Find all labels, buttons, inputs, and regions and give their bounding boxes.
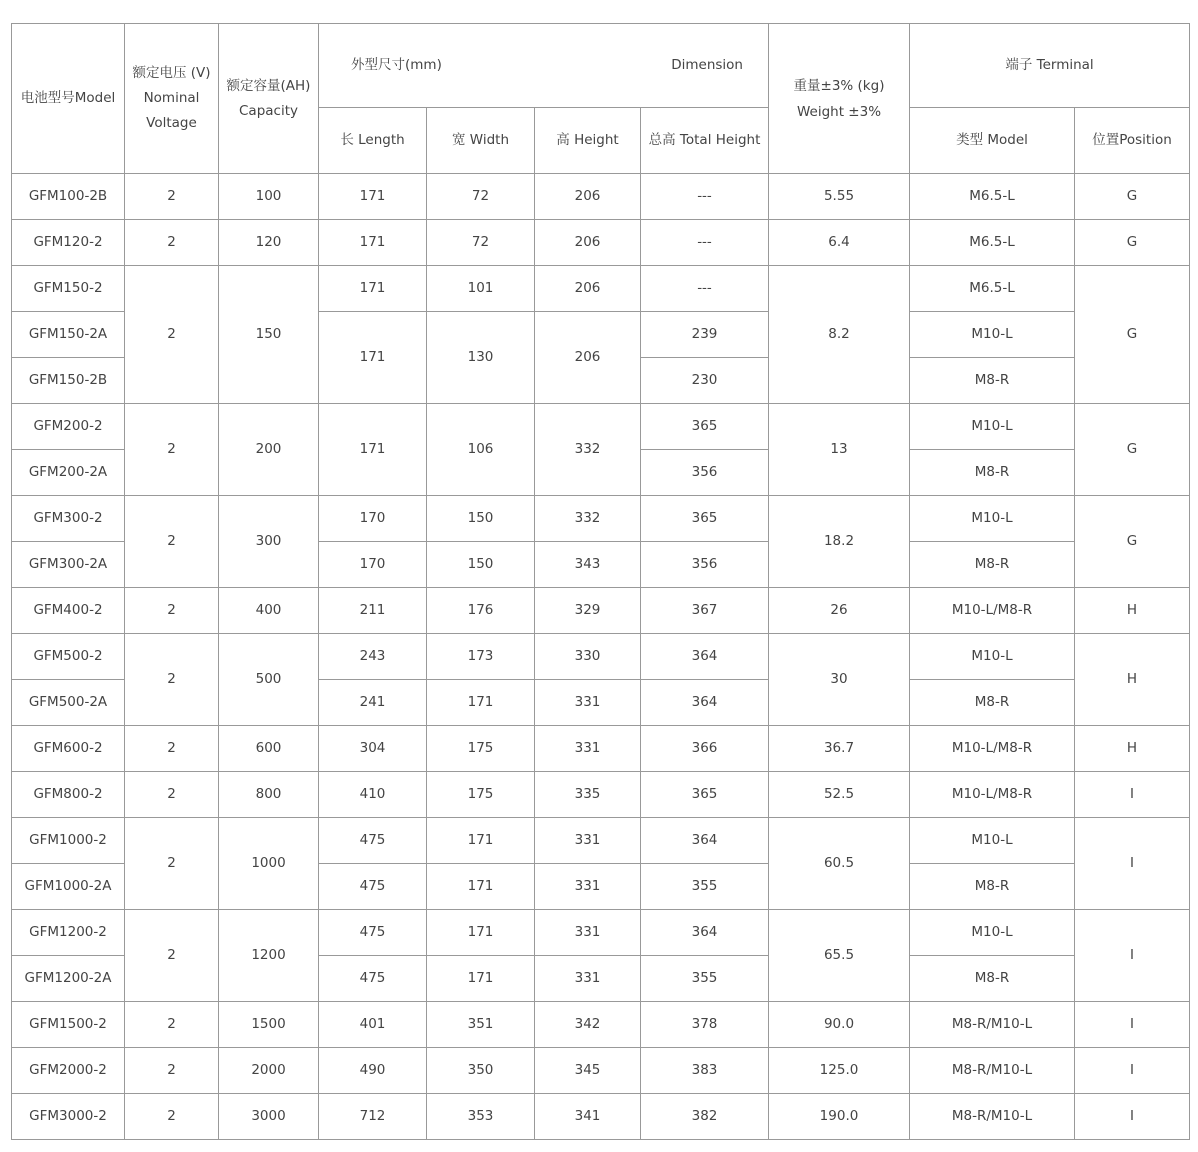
cell-capacity: 2000 bbox=[219, 1048, 319, 1094]
cell-width: 72 bbox=[427, 220, 535, 266]
cell-total-height: 365 bbox=[641, 404, 769, 450]
cell-terminal-model: M10-L/M8-R bbox=[910, 588, 1075, 634]
cell-capacity: 120 bbox=[219, 220, 319, 266]
table-row bbox=[12, 220, 1190, 266]
cell-terminal-model: M8-R bbox=[910, 956, 1075, 1002]
cell-position: H bbox=[1075, 588, 1190, 634]
cell-terminal-model: M10-L bbox=[910, 404, 1075, 450]
cell-position: G bbox=[1075, 496, 1190, 588]
table-row bbox=[12, 496, 1190, 542]
cell-height: 341 bbox=[535, 1094, 641, 1140]
cell-height: 206 bbox=[535, 220, 641, 266]
cell-terminal-model: M6.5-L bbox=[910, 174, 1075, 220]
cell-terminal-model: M8-R/M10-L bbox=[910, 1002, 1075, 1048]
cell-voltage: 2 bbox=[125, 1002, 219, 1048]
cell-height: 206 bbox=[535, 312, 641, 404]
cell-terminal-model: M10-L bbox=[910, 496, 1075, 542]
cell-total-height: 366 bbox=[641, 726, 769, 772]
cell-capacity: 1200 bbox=[219, 910, 319, 1002]
cell-terminal-model: M8-R bbox=[910, 680, 1075, 726]
cell-model: GFM600-2 bbox=[12, 726, 125, 772]
cell-height: 332 bbox=[535, 496, 641, 542]
cell-model: GFM200-2 bbox=[12, 404, 125, 450]
table-row bbox=[12, 1002, 1190, 1048]
cell-weight: 125.0 bbox=[769, 1048, 910, 1094]
cell-total-height: 355 bbox=[641, 956, 769, 1002]
cell-voltage: 2 bbox=[125, 772, 219, 818]
cell-voltage: 2 bbox=[125, 588, 219, 634]
header-capacity: 额定容量(AH) Capacity bbox=[219, 24, 319, 174]
cell-total-height: 364 bbox=[641, 680, 769, 726]
cell-capacity: 800 bbox=[219, 772, 319, 818]
cell-length: 211 bbox=[319, 588, 427, 634]
cell-total-height: 356 bbox=[641, 542, 769, 588]
cell-length: 475 bbox=[319, 818, 427, 864]
cell-total-height: 239 bbox=[641, 312, 769, 358]
cell-capacity: 1500 bbox=[219, 1002, 319, 1048]
cell-voltage: 2 bbox=[125, 1094, 219, 1140]
cell-height: 331 bbox=[535, 864, 641, 910]
cell-weight: 8.2 bbox=[769, 266, 910, 404]
cell-model: GFM150-2 bbox=[12, 266, 125, 312]
cell-position: G bbox=[1075, 404, 1190, 496]
cell-voltage: 2 bbox=[125, 496, 219, 588]
cell-model: GFM1200-2 bbox=[12, 910, 125, 956]
cell-position: H bbox=[1075, 634, 1190, 726]
table-row bbox=[12, 910, 1190, 956]
cell-terminal-model: M10-L bbox=[910, 818, 1075, 864]
cell-length: 410 bbox=[319, 772, 427, 818]
cell-length: 241 bbox=[319, 680, 427, 726]
cell-terminal-model: M8-R bbox=[910, 358, 1075, 404]
cell-terminal-model: M8-R bbox=[910, 864, 1075, 910]
cell-capacity: 300 bbox=[219, 496, 319, 588]
cell-terminal-model: M10-L/M8-R bbox=[910, 772, 1075, 818]
cell-total-height: 378 bbox=[641, 1002, 769, 1048]
cell-total-height: 367 bbox=[641, 588, 769, 634]
cell-model: GFM400-2 bbox=[12, 588, 125, 634]
cell-position: I bbox=[1075, 1048, 1190, 1094]
cell-weight: 18.2 bbox=[769, 496, 910, 588]
cell-weight: 52.5 bbox=[769, 772, 910, 818]
battery-spec-table bbox=[11, 23, 1190, 1140]
cell-model: GFM1200-2A bbox=[12, 956, 125, 1002]
cell-terminal-model: M8-R bbox=[910, 450, 1075, 496]
header-terminal: 端子 Terminal bbox=[910, 24, 1190, 108]
cell-height: 206 bbox=[535, 174, 641, 220]
cell-width: 171 bbox=[427, 910, 535, 956]
cell-position: I bbox=[1075, 1094, 1190, 1140]
cell-terminal-model: M10-L bbox=[910, 312, 1075, 358]
header-dimension-cn: 外型尺寸(mm) bbox=[351, 57, 442, 73]
cell-terminal-model: M8-R/M10-L bbox=[910, 1048, 1075, 1094]
cell-length: 170 bbox=[319, 542, 427, 588]
cell-length: 475 bbox=[319, 864, 427, 910]
cell-height: 345 bbox=[535, 1048, 641, 1094]
cell-width: 350 bbox=[427, 1048, 535, 1094]
cell-voltage: 2 bbox=[125, 634, 219, 726]
header-voltage: 额定电压 (V) Nominal Voltage bbox=[125, 24, 219, 174]
cell-model: GFM300-2 bbox=[12, 496, 125, 542]
table-row bbox=[12, 1048, 1190, 1094]
cell-weight: 30 bbox=[769, 634, 910, 726]
cell-width: 351 bbox=[427, 1002, 535, 1048]
cell-total-height: 364 bbox=[641, 818, 769, 864]
cell-length: 171 bbox=[319, 266, 427, 312]
header-dimension-en: Dimension bbox=[671, 57, 743, 73]
cell-position: G bbox=[1075, 266, 1190, 404]
cell-height: 335 bbox=[535, 772, 641, 818]
cell-width: 175 bbox=[427, 726, 535, 772]
cell-length: 475 bbox=[319, 910, 427, 956]
header-weight: 重量±3% (kg) Weight ±3% bbox=[769, 24, 910, 174]
cell-voltage: 2 bbox=[125, 266, 219, 404]
cell-length: 401 bbox=[319, 1002, 427, 1048]
cell-model: GFM2000-2 bbox=[12, 1048, 125, 1094]
table-row bbox=[12, 726, 1190, 772]
cell-terminal-model: M8-R/M10-L bbox=[910, 1094, 1075, 1140]
cell-length: 712 bbox=[319, 1094, 427, 1140]
cell-weight: 65.5 bbox=[769, 910, 910, 1002]
cell-capacity: 100 bbox=[219, 174, 319, 220]
header-total-height: 总高 Total Height bbox=[641, 108, 769, 174]
cell-length: 475 bbox=[319, 956, 427, 1002]
cell-terminal-model: M6.5-L bbox=[910, 220, 1075, 266]
table-row bbox=[12, 266, 1190, 312]
cell-height: 329 bbox=[535, 588, 641, 634]
cell-height: 331 bbox=[535, 910, 641, 956]
cell-terminal-model: M6.5-L bbox=[910, 266, 1075, 312]
cell-height: 330 bbox=[535, 634, 641, 680]
cell-height: 342 bbox=[535, 1002, 641, 1048]
cell-position: G bbox=[1075, 174, 1190, 220]
cell-voltage: 2 bbox=[125, 174, 219, 220]
cell-total-height: --- bbox=[641, 174, 769, 220]
cell-model: GFM1000-2A bbox=[12, 864, 125, 910]
cell-voltage: 2 bbox=[125, 220, 219, 266]
cell-height: 331 bbox=[535, 680, 641, 726]
cell-model: GFM500-2 bbox=[12, 634, 125, 680]
cell-terminal-model: M10-L bbox=[910, 634, 1075, 680]
cell-total-height: 356 bbox=[641, 450, 769, 496]
cell-total-height: 365 bbox=[641, 772, 769, 818]
cell-width: 171 bbox=[427, 864, 535, 910]
cell-height: 331 bbox=[535, 726, 641, 772]
cell-width: 175 bbox=[427, 772, 535, 818]
header-position: 位置Position bbox=[1075, 108, 1190, 174]
cell-capacity: 200 bbox=[219, 404, 319, 496]
cell-width: 101 bbox=[427, 266, 535, 312]
cell-height: 332 bbox=[535, 404, 641, 496]
cell-capacity: 1000 bbox=[219, 818, 319, 910]
cell-model: GFM150-2B bbox=[12, 358, 125, 404]
cell-capacity: 150 bbox=[219, 266, 319, 404]
cell-width: 176 bbox=[427, 588, 535, 634]
cell-voltage: 2 bbox=[125, 726, 219, 772]
cell-capacity: 400 bbox=[219, 588, 319, 634]
cell-terminal-model: M8-R bbox=[910, 542, 1075, 588]
cell-total-height: --- bbox=[641, 220, 769, 266]
cell-weight: 13 bbox=[769, 404, 910, 496]
cell-model: GFM3000-2 bbox=[12, 1094, 125, 1140]
cell-height: 206 bbox=[535, 266, 641, 312]
cell-weight: 90.0 bbox=[769, 1002, 910, 1048]
cell-length: 170 bbox=[319, 496, 427, 542]
cell-position: I bbox=[1075, 910, 1190, 1002]
cell-width: 171 bbox=[427, 956, 535, 1002]
header-terminal-model: 类型 Model bbox=[910, 108, 1075, 174]
cell-position: I bbox=[1075, 1002, 1190, 1048]
table-row bbox=[12, 1094, 1190, 1140]
cell-width: 173 bbox=[427, 634, 535, 680]
cell-height: 331 bbox=[535, 818, 641, 864]
header-height: 高 Height bbox=[535, 108, 641, 174]
cell-voltage: 2 bbox=[125, 1048, 219, 1094]
cell-weight: 36.7 bbox=[769, 726, 910, 772]
cell-total-height: --- bbox=[641, 266, 769, 312]
cell-length: 171 bbox=[319, 404, 427, 496]
cell-model: GFM120-2 bbox=[12, 220, 125, 266]
table-row bbox=[12, 634, 1190, 680]
cell-terminal-model: M10-L bbox=[910, 910, 1075, 956]
cell-position: I bbox=[1075, 772, 1190, 818]
cell-width: 353 bbox=[427, 1094, 535, 1140]
cell-voltage: 2 bbox=[125, 818, 219, 910]
header-width: 宽 Width bbox=[427, 108, 535, 174]
cell-model: GFM300-2A bbox=[12, 542, 125, 588]
table-row bbox=[12, 772, 1190, 818]
cell-width: 171 bbox=[427, 818, 535, 864]
table-row bbox=[12, 818, 1190, 864]
cell-model: GFM500-2A bbox=[12, 680, 125, 726]
cell-length: 171 bbox=[319, 174, 427, 220]
cell-voltage: 2 bbox=[125, 910, 219, 1002]
cell-total-height: 365 bbox=[641, 496, 769, 542]
cell-total-height: 382 bbox=[641, 1094, 769, 1140]
cell-position: I bbox=[1075, 818, 1190, 910]
cell-capacity: 500 bbox=[219, 634, 319, 726]
cell-model: GFM1500-2 bbox=[12, 1002, 125, 1048]
cell-length: 171 bbox=[319, 312, 427, 404]
cell-weight: 26 bbox=[769, 588, 910, 634]
cell-length: 490 bbox=[319, 1048, 427, 1094]
cell-total-height: 230 bbox=[641, 358, 769, 404]
header-model: 电池型号Model bbox=[12, 24, 125, 174]
cell-width: 72 bbox=[427, 174, 535, 220]
cell-width: 130 bbox=[427, 312, 535, 404]
cell-position: H bbox=[1075, 726, 1190, 772]
header-dimension bbox=[319, 24, 769, 108]
cell-length: 304 bbox=[319, 726, 427, 772]
cell-width: 171 bbox=[427, 680, 535, 726]
cell-model: GFM100-2B bbox=[12, 174, 125, 220]
cell-weight: 190.0 bbox=[769, 1094, 910, 1140]
cell-model: GFM200-2A bbox=[12, 450, 125, 496]
cell-terminal-model: M10-L/M8-R bbox=[910, 726, 1075, 772]
cell-capacity: 3000 bbox=[219, 1094, 319, 1140]
cell-model: GFM150-2A bbox=[12, 312, 125, 358]
cell-weight: 5.55 bbox=[769, 174, 910, 220]
cell-total-height: 383 bbox=[641, 1048, 769, 1094]
header-length: 长 Length bbox=[319, 108, 427, 174]
cell-width: 150 bbox=[427, 496, 535, 542]
cell-model: GFM1000-2 bbox=[12, 818, 125, 864]
cell-length: 171 bbox=[319, 220, 427, 266]
cell-total-height: 364 bbox=[641, 910, 769, 956]
cell-capacity: 600 bbox=[219, 726, 319, 772]
cell-width: 150 bbox=[427, 542, 535, 588]
cell-total-height: 355 bbox=[641, 864, 769, 910]
table-row bbox=[12, 404, 1190, 450]
cell-width: 106 bbox=[427, 404, 535, 496]
table-row bbox=[12, 174, 1190, 220]
cell-model: GFM800-2 bbox=[12, 772, 125, 818]
cell-weight: 6.4 bbox=[769, 220, 910, 266]
cell-position: G bbox=[1075, 220, 1190, 266]
cell-weight: 60.5 bbox=[769, 818, 910, 910]
cell-height: 331 bbox=[535, 956, 641, 1002]
cell-height: 343 bbox=[535, 542, 641, 588]
table-row bbox=[12, 588, 1190, 634]
cell-total-height: 364 bbox=[641, 634, 769, 680]
cell-length: 243 bbox=[319, 634, 427, 680]
cell-voltage: 2 bbox=[125, 404, 219, 496]
